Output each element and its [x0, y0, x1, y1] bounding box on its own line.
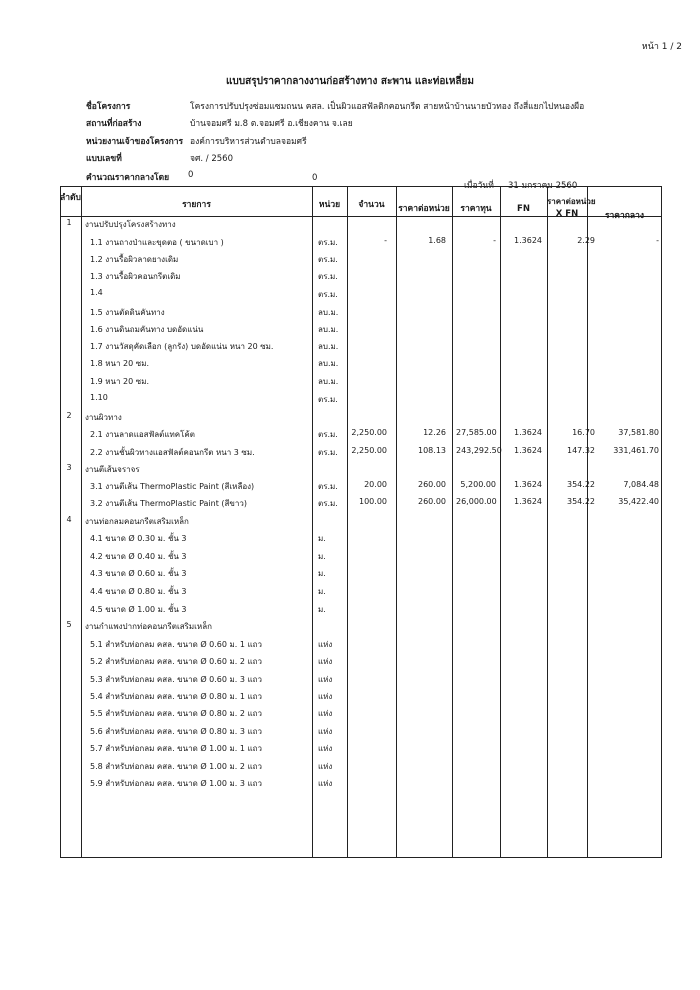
drawing-no-label: แบบเลขที่	[86, 154, 122, 164]
row-description: 4.3 ขนาด Ø 0.60 ม. ชั้น 3	[90, 569, 187, 578]
table-row	[0, 673, 700, 690]
table-row	[0, 515, 700, 532]
estimator-value: 0	[188, 170, 194, 180]
row-unit: ม.	[318, 534, 326, 543]
row-description: 5.3 สำหรับท่อกลม คสล. ขนาด Ø 0.60 ม. 3 แถว	[90, 675, 262, 684]
col-header-price-fn-x: X FN	[555, 209, 579, 219]
row-quantity: 20.00	[364, 480, 387, 489]
table-row	[0, 463, 700, 480]
row-description: 5.1 สำหรับท่อกลม คสล. ขนาด Ø 0.60 ม. 1 แถว	[90, 640, 262, 649]
row-description: 5.9 สำหรับท่อกลม คสล. ขนาด Ø 1.00 ม. 3 แถว	[90, 779, 262, 788]
row-mid-price: -	[656, 236, 659, 245]
row-fn: 1.3624	[514, 236, 542, 245]
row-price-times-fn: 354.22	[567, 480, 595, 489]
row-description: 3.1 งานตีเส้น ThermoPlastic Paint (สีเหลือง)	[90, 482, 255, 491]
table-row	[0, 236, 700, 253]
row-unit: แห่ง	[318, 779, 333, 788]
table-row	[0, 742, 700, 759]
row-unit: ม.	[318, 605, 326, 614]
row-unit: ตร.ม.	[318, 430, 338, 439]
project-name-value: โครงการปรับปรุงซ่อมแซมถนน คสล. เป็นผิวแอสฟัลติกคอนกรีต สายหน้าบ้านนายบัวทอง ถึงสี่แยกไปหนองผือ	[190, 102, 585, 112]
table-row	[0, 270, 700, 287]
row-description: 5.7 สำหรับท่อกลม คสล. ขนาด Ø 1.00 ม. 1 แถว	[90, 744, 262, 753]
row-unit: ลบ.ม.	[318, 308, 339, 317]
row-fn: 1.3624	[514, 446, 542, 455]
row-cost: 243,292.50	[456, 446, 502, 455]
row-unit: ตร.ม.	[318, 238, 338, 247]
project-name-label: ชื่อโครงการ	[86, 102, 131, 112]
table-row	[0, 532, 700, 549]
row-description: 2.2 งานชั้นผิวทางแอสฟัลต์คอนกรีต หนา 3 ซม.	[90, 448, 255, 457]
row-description: 5.8 สำหรับท่อกลม คสล. ขนาด Ø 1.00 ม. 2 แถว	[90, 762, 262, 771]
table-row	[0, 707, 700, 724]
row-description: 4.5 ขนาด Ø 1.00 ม. ชั้น 3	[90, 605, 187, 614]
row-description: งานกำแพงปากท่อคอนกรีตเสริมเหล็ก	[85, 622, 212, 631]
row-mid-price: 35,422.40	[618, 497, 659, 506]
row-description: งานท่อกลมคอนกรีตเสริมเหล็ก	[85, 517, 189, 526]
table-row	[0, 760, 700, 777]
row-price-times-fn: 147.32	[567, 446, 595, 455]
row-unit: ลบ.ม.	[318, 377, 339, 386]
row-description: งานตีเส้นจราจร	[85, 465, 140, 474]
row-mid-price: 331,461.70	[613, 446, 659, 455]
document-title: แบบสรุปราคากลางงานก่อสร้างทาง สะพาน และท่อเหลี่ยม	[225, 76, 474, 87]
table-row	[0, 357, 700, 374]
row-price-times-fn: 16.70	[572, 428, 595, 437]
row-quantity: -	[384, 236, 387, 245]
row-fn: 1.3624	[514, 428, 542, 437]
row-description: 2.1 งานลาดแอสฟัลต์แทคโค้ต	[90, 430, 195, 439]
row-fn: 1.3624	[514, 480, 542, 489]
row-cost: -	[493, 236, 496, 245]
table-row	[0, 550, 700, 567]
row-description: 3.2 งานตีเส้น ThermoPlastic Paint (สีขาว)	[90, 499, 248, 508]
location-label: สถานที่ก่อสร้าง	[86, 119, 142, 129]
col-header-desc: รายการ	[182, 200, 211, 210]
row-unit: ตร.ม.	[318, 499, 338, 508]
row-unit: ตร.ม.	[318, 448, 338, 457]
row-unit-price: 260.00	[418, 497, 446, 506]
date-value: 31 มกราคม 2560	[508, 181, 578, 191]
row-description: 4.2 ขนาด Ø 0.40 ม. ชั้น 3	[90, 552, 187, 561]
owner-label: หน่วยงานเจ้าของโครงการ	[86, 137, 184, 147]
row-unit: ตร.ม.	[318, 290, 338, 299]
table-row	[0, 428, 700, 445]
row-description: 1.10	[90, 393, 108, 402]
page-number: หน้า 1 / 2	[641, 42, 682, 52]
col-header-unit-price: ราคาต่อหน่วย	[398, 204, 450, 214]
row-description: 1.5 งานตัดดินคันทาง	[90, 308, 165, 317]
row-unit: แห่ง	[318, 692, 333, 701]
row-cost: 5,200.00	[460, 480, 496, 489]
row-unit-price: 12.26	[423, 428, 446, 437]
row-number: 3	[66, 463, 72, 472]
row-description: งานปรับปรุงโครงสร้างทาง	[85, 220, 176, 229]
row-unit: ลบ.ม.	[318, 359, 339, 368]
row-mid-price: 7,084.48	[623, 480, 659, 489]
row-unit: แห่ง	[318, 640, 333, 649]
table-row	[0, 375, 700, 392]
row-unit: แห่ง	[318, 727, 333, 736]
table-row	[0, 655, 700, 672]
row-price-times-fn: 354.22	[567, 497, 595, 506]
row-unit: ตร.ม.	[318, 482, 338, 491]
row-unit: แห่ง	[318, 709, 333, 718]
col-header-no: ลำดับ	[60, 193, 81, 203]
table-row	[0, 777, 700, 794]
row-unit-price: 1.68	[428, 236, 446, 245]
table-row	[0, 567, 700, 584]
row-unit: แห่ง	[318, 744, 333, 753]
table-row	[0, 446, 700, 463]
row-unit: ตร.ม.	[318, 255, 338, 264]
estimator-value-2: 0	[312, 173, 318, 183]
row-description: 1.7 งานวัสดุคัดเลือก (ลูกรัง) บดอัดแน่น หนา 20 ซม.	[90, 342, 274, 351]
row-description: 1.9 หนา 20 ซม.	[90, 377, 150, 386]
row-description: 5.6 สำหรับท่อกลม คสล. ขนาด Ø 0.80 ม. 3 แถว	[90, 727, 262, 736]
row-unit: แห่ง	[318, 657, 333, 666]
row-description: งานผิวทาง	[85, 413, 122, 422]
table-row	[0, 288, 700, 305]
row-description: 1.6 งานดินถมคันทาง บดอัดแน่น	[90, 325, 204, 334]
row-number: 5	[66, 620, 72, 629]
table-row	[0, 690, 700, 707]
location-value: บ้านจอมศรี ม.8 ต.จอมศรี อ.เชียงคาน จ.เลย	[190, 119, 353, 129]
row-unit: ม.	[318, 552, 326, 561]
row-cost: 27,585.00	[456, 428, 497, 437]
row-number: 2	[66, 411, 72, 420]
row-description: 1.2 งานรื้อผิวลาดยางเดิม	[90, 255, 179, 264]
row-mid-price: 37,581.80	[618, 428, 659, 437]
row-unit: ตร.ม.	[318, 272, 338, 281]
row-description: 1.8 หนา 20 ซม.	[90, 359, 150, 368]
table-row	[0, 603, 700, 620]
table-row	[0, 393, 700, 410]
row-description: 5.4 สำหรับท่อกลม คสล. ขนาด Ø 0.80 ม. 1 แถว	[90, 692, 262, 701]
col-header-price-fn: ราคาต่อหน่วย	[547, 197, 596, 206]
table-row	[0, 340, 700, 357]
table-row	[0, 480, 700, 497]
table-row	[0, 323, 700, 340]
row-description: 4.4 ขนาด Ø 0.80 ม. ชั้น 3	[90, 587, 187, 596]
owner-value: องค์การบริหารส่วนตำบลจอมศรี	[190, 137, 307, 147]
date-label: เมื่อวันที่	[464, 181, 494, 191]
row-unit: ม.	[318, 587, 326, 596]
row-unit: แห่ง	[318, 675, 333, 684]
row-description: 1.3 งานรื้อผิวคอนกรีตเดิม	[90, 272, 181, 281]
table-row	[0, 585, 700, 602]
col-header-cost: ราคาทุน	[460, 204, 492, 214]
row-unit-price: 108.13	[418, 446, 446, 455]
row-quantity: 2,250.00	[351, 428, 387, 437]
row-description: 5.2 สำหรับท่อกลม คสล. ขนาด Ø 0.60 ม. 2 แถว	[90, 657, 262, 666]
row-cost: 26,000.00	[456, 497, 497, 506]
row-quantity: 100.00	[359, 497, 387, 506]
row-unit: ลบ.ม.	[318, 342, 339, 351]
row-unit: ม.	[318, 569, 326, 578]
row-quantity: 2,250.00	[351, 446, 387, 455]
row-description: 5.5 สำหรับท่อกลม คสล. ขนาด Ø 0.80 ม. 2 แถว	[90, 709, 262, 718]
table-row	[0, 497, 700, 514]
table-row	[0, 218, 700, 235]
table-row	[0, 253, 700, 270]
row-unit: ตร.ม.	[318, 395, 338, 404]
row-unit: ลบ.ม.	[318, 325, 339, 334]
table-row	[0, 306, 700, 323]
row-description: 1.4	[90, 288, 103, 297]
col-header-qty: จำนวน	[358, 200, 385, 210]
col-header-mid-price: ราคากลาง	[604, 211, 645, 221]
row-unit-price: 260.00	[418, 480, 446, 489]
table-row	[0, 411, 700, 428]
estimator-label: คำนวณราคากลางโดย	[86, 173, 170, 183]
row-description: 1.1 งานถางป่าและขุดตอ ( ขนาดเบา )	[90, 238, 224, 247]
row-number: 4	[66, 515, 72, 524]
table-row	[0, 638, 700, 655]
col-header-fn: FN	[517, 204, 530, 214]
col-header-unit: หน่วย	[318, 200, 341, 210]
row-price-times-fn: 2.29	[577, 236, 595, 245]
table-row	[0, 725, 700, 742]
row-unit: แห่ง	[318, 762, 333, 771]
row-description: 4.1 ขนาด Ø 0.30 ม. ชั้น 3	[90, 534, 187, 543]
table-row	[0, 620, 700, 637]
drawing-no-value: จศ. / 2560	[190, 154, 233, 164]
row-fn: 1.3624	[514, 497, 542, 506]
row-number: 1	[66, 218, 72, 227]
